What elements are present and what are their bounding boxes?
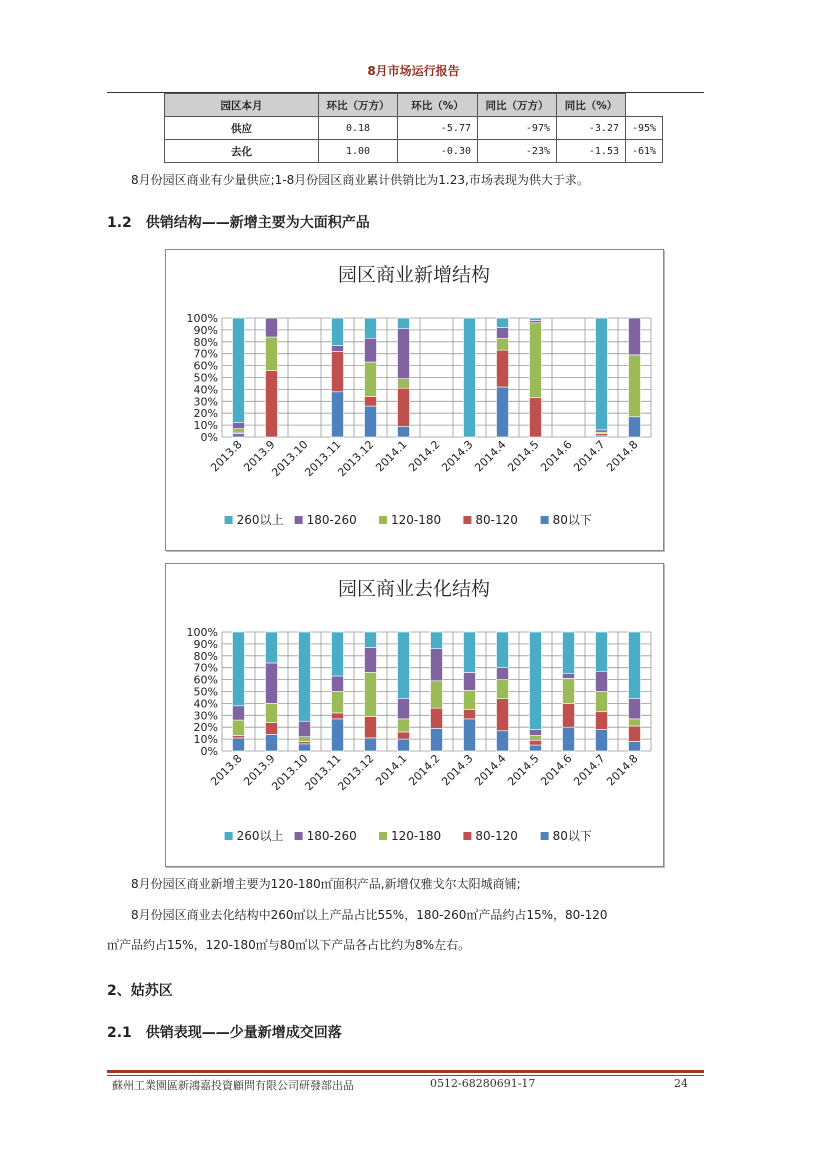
y-tick-label: 0%: [200, 745, 218, 758]
table-cell: 1.00: [319, 140, 398, 163]
footer-phone: 0512-68280691-17: [430, 1077, 536, 1090]
legend-swatch: [295, 832, 303, 840]
bar-segment: [530, 632, 542, 730]
legend-label: 260以上: [236, 513, 284, 527]
x-tick-label: 2014.6: [538, 751, 575, 789]
table-cell: -97%: [478, 117, 557, 140]
bar-segment: [233, 433, 245, 437]
y-tick-label: 80%: [193, 649, 218, 663]
stats-header-cell: 环比（万方）: [319, 94, 398, 117]
y-tick-label: 90%: [193, 323, 218, 337]
legend-swatch: [225, 516, 233, 524]
bar-segment: [398, 632, 410, 699]
bar-segment: [233, 720, 245, 735]
x-tick-label: 2014.6: [538, 437, 575, 475]
bar-segment: [497, 680, 509, 699]
chart-absorption-structure: [165, 563, 664, 867]
legend-label: 180-260: [306, 513, 357, 527]
table-row: [165, 117, 663, 140]
legend-label: 80以下: [552, 513, 592, 527]
legend-swatch: [295, 516, 303, 524]
legend-swatch: [463, 832, 471, 840]
bar-segment: [266, 734, 278, 751]
bar-segment: [596, 730, 608, 751]
legend-swatch: [379, 832, 387, 840]
bar-segment: [266, 632, 278, 663]
bar-segment: [233, 706, 245, 720]
bar-segment: [530, 398, 542, 437]
bar-segment: [332, 676, 344, 691]
paragraph-absorption-line2: ㎡产品约占15%，120-180㎡与80㎡以下产品各占比约为8%左右。: [107, 938, 471, 952]
bar-segment: [464, 632, 476, 672]
y-tick-label: 80%: [193, 335, 218, 349]
chart-canvas: [166, 564, 663, 866]
bar-segment: [365, 362, 377, 397]
x-tick-label: 2013.8: [208, 437, 245, 475]
bar-segment: [629, 318, 641, 355]
footer-company: 蘇州工業園區新鴻嘉投資顧問有限公司研發部出品: [112, 1079, 354, 1092]
x-tick-label: 2014.7: [571, 437, 608, 475]
stats-header-row: [165, 94, 663, 117]
x-tick-label: 2013.9: [241, 751, 278, 789]
bar-segment: [233, 632, 245, 706]
x-tick-label: 2014.8: [604, 751, 641, 789]
bar-segment: [497, 632, 509, 668]
chart-title: 园区商业去化结构: [337, 578, 491, 600]
legend-swatch: [463, 516, 471, 524]
bar-segment: [530, 323, 542, 398]
bar-segment: [365, 647, 377, 672]
bar-segment: [266, 318, 278, 337]
paragraph-absorption-line1: 8月份园区商业去化结构中260㎡以上产品占比55%，180-260㎡产品约占15%，80-120: [131, 908, 608, 922]
bar-segment: [563, 678, 575, 703]
bar-segment: [431, 649, 443, 681]
bar-segment: [530, 740, 542, 745]
bar-segment: [596, 671, 608, 691]
section-heading-2-1: 2.1 供销表现——少量新增成交回落: [107, 1025, 342, 1041]
table-cell: -95%: [626, 117, 663, 140]
bar-segment: [596, 430, 608, 432]
section-heading-2: 2、姑苏区: [107, 983, 173, 999]
x-tick-label: 2014.8: [604, 437, 641, 475]
table-cell: -1.53: [557, 140, 626, 163]
table-cell: -0.30: [398, 140, 478, 163]
y-tick-label: 10%: [193, 419, 218, 433]
bar-segment: [398, 719, 410, 732]
bar-segment: [266, 722, 278, 734]
paragraph-new-supply: 8月份园区商业新增主要为120-180㎡面积产品,新增仅雅戈尔太阳城商铺;: [131, 877, 521, 891]
bar-segment: [629, 726, 641, 741]
bar-segment: [431, 728, 443, 751]
stats-header-cell: 园区本月: [165, 94, 319, 117]
y-tick-label: 60%: [193, 673, 218, 687]
bar-segment: [365, 318, 377, 338]
x-tick-label: 2014.7: [571, 751, 608, 789]
bar-segment: [266, 337, 278, 370]
bar-segment: [266, 703, 278, 722]
legend-label: 80以下: [552, 829, 592, 843]
page-footer: [112, 1077, 702, 1093]
bar-segment: [299, 741, 311, 743]
bar-segment: [497, 318, 509, 328]
x-tick-label: 2013.11: [302, 751, 344, 794]
bar-segment: [464, 709, 476, 719]
y-tick-label: 0%: [200, 431, 218, 444]
x-tick-label: 2013.12: [335, 751, 377, 794]
bar-segment: [233, 736, 245, 738]
bar-segment: [266, 370, 278, 437]
y-tick-label: 30%: [193, 395, 218, 409]
legend-swatch: [541, 516, 549, 524]
table-cell: -3.27: [557, 117, 626, 140]
bar-segment: [464, 318, 476, 437]
bar-segment: [398, 379, 410, 389]
bar-segment: [530, 318, 542, 320]
legend-swatch: [225, 832, 233, 840]
bar-segment: [299, 744, 311, 751]
y-tick-label: 10%: [193, 733, 218, 747]
row-label: 去化: [165, 140, 319, 163]
bar-segment: [299, 632, 311, 721]
bar-segment: [332, 345, 344, 351]
y-tick-label: 40%: [193, 697, 218, 711]
x-tick-label: 2014.5: [505, 751, 542, 789]
y-tick-label: 20%: [193, 721, 218, 735]
bar-segment: [563, 674, 575, 679]
bar-segment: [398, 426, 410, 437]
bar-segment: [497, 350, 509, 387]
bar-segment: [497, 668, 509, 680]
bar-segment: [629, 699, 641, 719]
y-tick-label: 90%: [193, 637, 218, 651]
bar-segment: [365, 397, 377, 407]
bar-segment: [629, 632, 641, 699]
bar-segment: [629, 417, 641, 437]
legend-label: 120-180: [391, 829, 442, 843]
bar-segment: [365, 672, 377, 716]
x-tick-label: 2014.3: [439, 437, 476, 475]
bar-segment: [530, 320, 542, 322]
table-cell: -61%: [626, 140, 663, 163]
bar-segment: [365, 406, 377, 437]
stats-header-cell: 环比（%）: [398, 94, 478, 117]
bar-segment: [596, 712, 608, 730]
y-tick-label: 50%: [193, 371, 218, 385]
bar-segment: [431, 632, 443, 649]
y-tick-label: 50%: [193, 685, 218, 699]
chart-new-supply-structure: [165, 249, 664, 551]
bar-segment: [563, 703, 575, 727]
page-number: 24: [674, 1077, 688, 1090]
bar-segment: [365, 716, 377, 737]
legend-label: 80-120: [475, 513, 518, 527]
report-header-title: 8月市场运行报告: [367, 64, 460, 78]
x-tick-label: 2014.4: [472, 751, 509, 789]
y-tick-label: 20%: [193, 407, 218, 421]
bar-segment: [365, 338, 377, 362]
row-label: 供应: [165, 117, 319, 140]
bar-segment: [629, 719, 641, 726]
legend-swatch: [541, 832, 549, 840]
bar-segment: [497, 731, 509, 751]
bar-segment: [332, 713, 344, 719]
x-tick-label: 2013.10: [269, 437, 311, 480]
bar-segment: [332, 318, 344, 345]
bar-segment: [629, 355, 641, 417]
legend-label: 260以上: [236, 829, 284, 843]
table-row: [165, 140, 663, 163]
bar-segment: [530, 736, 542, 741]
bar-segment: [332, 632, 344, 676]
bar-segment: [431, 681, 443, 708]
legend-label: 180-260: [306, 829, 357, 843]
y-tick-label: 100%: [186, 626, 218, 639]
table-cell: -5.77: [398, 117, 478, 140]
x-tick-label: 2014.1: [373, 437, 410, 475]
bar-segment: [233, 738, 245, 751]
chart-title: 园区商业新增结构: [337, 264, 491, 286]
bar-segment: [497, 338, 509, 350]
footer-divider-thin: [107, 1075, 704, 1076]
bar-segment: [233, 429, 245, 433]
bar-segment: [530, 745, 542, 751]
bar-segment: [596, 632, 608, 671]
footer-divider: [107, 1070, 704, 1073]
x-tick-label: 2014.5: [505, 437, 542, 475]
bar-segment: [497, 699, 509, 731]
bar-segment: [530, 730, 542, 736]
bar-segment: [398, 318, 410, 329]
table-cell: -23%: [478, 140, 557, 163]
bar-segment: [464, 672, 476, 690]
bar-segment: [332, 692, 344, 713]
bar-segment: [332, 351, 344, 391]
bar-segment: [596, 433, 608, 435]
bar-segment: [398, 739, 410, 751]
bar-segment: [398, 388, 410, 426]
bar-segment: [233, 318, 245, 423]
bar-segment: [497, 387, 509, 437]
bar-segment: [464, 690, 476, 709]
chart-canvas: [166, 250, 663, 550]
stats-header-cell: 同比（%）: [557, 94, 626, 117]
y-tick-label: 30%: [193, 709, 218, 723]
bar-segment: [596, 692, 608, 712]
bar-segment: [563, 727, 575, 751]
x-tick-label: 2014.3: [439, 751, 476, 789]
bar-segment: [398, 732, 410, 739]
bar-segment: [464, 719, 476, 751]
bar-segment: [563, 632, 575, 674]
x-tick-label: 2014.2: [406, 751, 443, 789]
bar-segment: [365, 738, 377, 751]
bar-segment: [332, 719, 344, 751]
y-tick-label: 70%: [193, 347, 218, 361]
y-tick-label: 60%: [193, 359, 218, 373]
bar-segment: [629, 741, 641, 751]
bar-segment: [398, 329, 410, 379]
table-cell: 0.18: [319, 117, 398, 140]
bar-segment: [299, 737, 311, 742]
x-tick-label: 2014.2: [406, 437, 443, 475]
bar-segment: [299, 721, 311, 736]
bar-segment: [332, 392, 344, 437]
x-tick-label: 2013.9: [241, 437, 278, 475]
legend-label: 120-180: [391, 513, 442, 527]
y-tick-label: 100%: [186, 312, 218, 325]
bar-segment: [431, 708, 443, 728]
section-heading-1-2: 1.2 供销结构——新增主要为大面积产品: [107, 215, 370, 231]
bar-segment: [497, 328, 509, 339]
stats-header-cell: 同比（万方）: [478, 94, 557, 117]
bar-segment: [596, 318, 608, 430]
legend-label: 80-120: [475, 829, 518, 843]
paragraph-supply-summary: 8月份园区商业有少量供应;1-8月份园区商业累计供销比为1.23,市场表现为供大于求。: [131, 173, 589, 187]
x-tick-label: 2014.4: [472, 437, 509, 475]
x-tick-label: 2013.10: [269, 751, 311, 794]
bar-segment: [233, 423, 245, 429]
legend-swatch: [379, 516, 387, 524]
x-tick-label: 2013.12: [335, 437, 377, 480]
stats-table: [164, 93, 663, 163]
x-tick-label: 2014.1: [373, 751, 410, 789]
y-tick-label: 70%: [193, 661, 218, 675]
bar-segment: [266, 663, 278, 703]
y-tick-label: 40%: [193, 383, 218, 397]
x-tick-label: 2013.11: [302, 437, 344, 480]
x-tick-label: 2013.8: [208, 751, 245, 789]
bar-segment: [398, 699, 410, 719]
bar-segment: [365, 632, 377, 647]
